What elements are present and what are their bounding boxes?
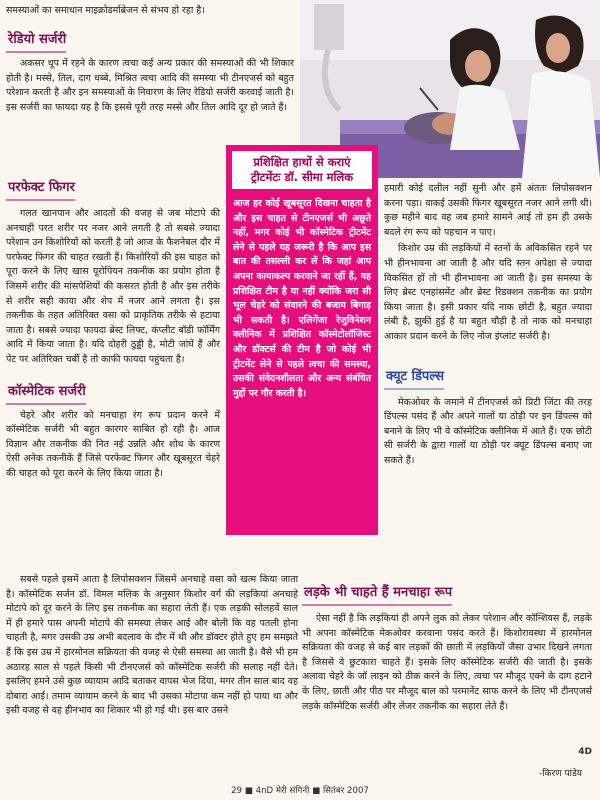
right-column-text-2: किशोर उम्र की लड़कियों में स्तनों के अविकसित रहने पर भी हीनभावना आ जाती है और यदि स्तन अपेक्षा से ज्यादा विकसित हों तो भी हीनभावना आ जाती है। इस समस्या के लिए ब्रेस्ट एनहांसमेंट और ब्रेस्ट रिडक्शन तकनीक का प्रयोग किया जाता है। इसी प्रकार यदि नाक छोटी है, बहुत ज्यादा लंबी है, झुकी हुई है या बहुत चौड़ी है तो नाक को मनचाहा आकार प्रदान करने के लिए नोज इंप्लांट सर्जरी है। xyxy=(384,243,592,342)
cute-dimples-text: मेकओवर के जमाने में टीनएजर्स को प्रिटी जिंटा की तरह डिंपल्स पसंद हैं और अपने गालों या ठोड़ी पर इन डिंपल्स को बनाने के लिए भी वे कॉस्मेटिक क्लीनिक में आते हैं। एक छोटी सी सर्जरी के द्वारा गालों या ठोड़ी पर क्यूट डिंपल्स बनाए जा सकते हैं। xyxy=(384,396,592,466)
expert-quote-text: आज हर कोई खूबसूरत दिखना चाहता है और इस चाहत से टीनएजर्स भी अछूते नहीं, मगर कोई भी कॉस्मेटिक ट्रीटमेंट लेने से पहले यह जरूरी है कि आप इस बात की तसल्ली कर लें कि जहां आप अपना कायाकल्प करवाने जा रहीं हैं, वह प्रशिक्षित टीम है या नहीं क्योंकि जरा सी भूल चेहरे को संवारने की बजाय बिगाड़ भी सकती है। एलिगेंजा रेजुविनेशन क्लीनिक में प्रशिक्षित कॉस्मेटोलॉजिस्ट और डॉक्टर्स की टीम है जो कोई भी ट्रीटमेंट लेने से पहले त्वचा की समस्या, उसकी संवेदनशीलता और अन्य संबंधित मुद्दों पर गौर करती है। xyxy=(233,198,371,399)
magazine-mark: 4D xyxy=(578,747,592,757)
expert-quote-heading: प्रशिक्षित हाथों से कराएं ट्रीटमेंटः डॉ. सीमा मलिक xyxy=(232,151,372,189)
heading-perfect-figure: परफेक्ट फिगर xyxy=(6,178,75,201)
right-column-text-1: हमारी कोई दलील नहीं सुनी और हमें अंततः लिपोसक्शन करना पड़ा। वाकई उसकी फिगर खूबसूरत नजर आने लगी थी। कुछ महीने बाद वह जब हमारे सामने आई तो हम ही उसके बदले रंग रूप को पहचान न पाए। xyxy=(384,183,592,238)
page-footer: 29 ■ 4nD मेरी संगिनी ■ सितंबर 2007 xyxy=(231,786,369,796)
intro-line: समस्याओं का समाधान माइक्रोडर्माब्रेजन से संभव हो रहा है। xyxy=(6,5,205,16)
right-column xyxy=(384,182,592,469)
expert-quote-box xyxy=(226,145,378,535)
boys-makeover-text: ऐसा नहीं है कि लड़कियां ही अपने लुक को लेकर परेशान और कॉन्शियस हैं, लड़के भी अपना कॉस्मेटिक मेकओवर करवाना पसंद करते हैं। किशोरावस्था में हारमोनल सक्रियता की वजह से कई बार लड़कों की छाती में लड़कियों जैसा उभार दिखने लगता है जिससे वे छुटकारा चाहते हैं। इसके लिए कॉस्मेटिक सर्जरी की जाती है। इसके अलावा चेहरे के जॉ लाइन को ठीक करने के लिए, त्वचा पर मौजूद एक्ने के दाग हटाने के लिए, छाती और पीठ पर मौजूद बाल को परमानेंट साफ करने के लिए भी टीनएजर्स लड़के कॉस्मेटिक सर्जरी और लेजर तकनीक का सहारा लेते हैं। xyxy=(302,613,592,712)
cosmetic-continued xyxy=(6,573,298,719)
heading-cosmetic-surgery: कॉस्मेटिक सर्जरी xyxy=(6,382,86,405)
perfect-figure-text: गलत खानपान और आदतों की वजह से जब मोटापे की अनचाही परत शरीर पर नजर आने लगती है तो सबसे ज्यादा परेशान उन किशोरियों को करती है जो आज के फैशनेबल दौर में परफेक्ट फिगर की चाहत रखती हैं। किशोरियों की इस चाहत को पूरा करने के लिए खास यूरोपियन तकनीक का प्रयोग होता है जिसमें शरीर की मांसपेशियों की कसरत होती है और इस तरीके से शरीर सही काया और शेप में नजर आने लगता है। इस तकनीक के तहत अतिरिक्त वसा को प्राकृतिक तरीके से हटाया जाता है। सबसे ज्यादा फायदा ब्रेस्ट लिफ्ट, कंप्लीट बॉडी फॉर्मिंग आदि में किया जाता है। यदि दोहरी ठुड्डी है, मोटी जांघें हैं और पेट पर अतिरिक्त चर्बी है तो काफी फायदा पहुंचता है। xyxy=(6,208,220,365)
author-byline: -किरण पांडेय xyxy=(538,769,582,779)
radio-surgery-text: अकसर धूप में रहने के कारण त्वचा कई अन्य प्रकार की समस्याओं की भी शिकार होती है। मस्से, तिल, दाग धब्बे, मिश्रित त्वचा आदि की समस्या भी टीनएजर्स को बहुत परेशान करती है और इन समस्याओं के निवारण के लिए रेडियो सर्जरी करवाई जाती है। इस सर्जरी का फायदा यह है कि इससे पूरी तरह मस्से और तिल आदि दूर हो जाते हैं। xyxy=(6,58,294,113)
boys-section xyxy=(302,583,592,714)
heading-radio-surgery: रेडियो सर्जरी xyxy=(6,30,66,53)
cosmetic-surgery-text-1: चेहरे और शरीर को मनचाहा रंग रूप प्रदान करने में कॉस्मेटिक सर्जरी भी बहुत कारगर साबित हो रही है। आज विज्ञान और तकनीक की नित नई उन्नति और शोध के कारण ऐसी अनेक तकनीकें हैं जिसे परफेक्ट फिगर और खूबसूरत चेहरे की चाहत को पूरा करने के लिए किया जाता है। xyxy=(6,409,220,479)
heading-cute-dimples: क्यूट डिंपल्स xyxy=(384,367,444,390)
cosmetic-surgery-text-2: सबसे पहले इसमें आता है लिपोसक्शन जिसमें अनचाहे वसा को खत्म किया जाता है। कॉस्मेटिक सर्जन डॉ. विमल मलिक के अनुसार किशोर वर्ग की लड़कियां अनचाहे मोटापे को दूर करने के लिए इस तकनीक का सहारा लेती हैं। एक लड़की सोलहवें साल में ही हमारे पास अपनी मोटापे की समस्या लेकर आई और बोली कि वह पतली होना चाहती है, मगर उसकी उम्र अभी बदलाव के दौर में थी और डॉक्टर होते हुए हम समझते हैं कि इस उम्र में हारमोनल सक्रियता की वजह से ऐसी समस्या आ जाती है। वैसे भी हम अठारह साल से पहले किसी भी टीनएजर्स को कॉस्मेटिक सर्जरी की सलाह नहीं देते। इसलिए हमने उसे कुछ व्यायाम आदि बताकर वापस भेज दिया, मगर तीन साल बाद वह दोबारा आई। तमाम व्यायाम करने के बाद भी उसका मोटापा कम नहीं हो पाया था और इसी वजह से वह हीनभाव का शिकार भी हो गई थी। इस बार उसने xyxy=(6,574,298,717)
left-column xyxy=(6,30,294,115)
heading-boys-makeover: लड़के भी चाहते हैं मनचाहा रूप xyxy=(302,583,452,606)
figure-column xyxy=(6,178,220,482)
